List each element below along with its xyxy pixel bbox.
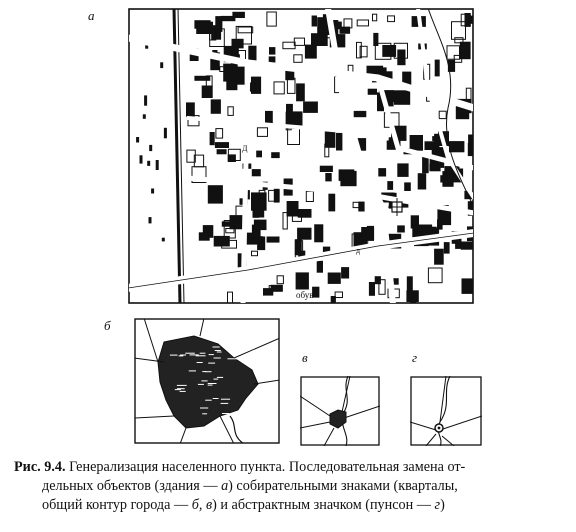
building bbox=[296, 273, 308, 289]
building bbox=[368, 89, 376, 94]
building bbox=[215, 143, 228, 148]
block-gap bbox=[208, 363, 215, 364]
block-gap bbox=[213, 398, 219, 399]
block-gap bbox=[209, 354, 214, 355]
block-gap bbox=[221, 399, 230, 400]
building bbox=[252, 170, 260, 176]
building bbox=[354, 111, 366, 116]
building bbox=[208, 186, 222, 203]
building bbox=[460, 42, 470, 59]
map-label-d1: Д bbox=[242, 144, 248, 153]
block-gap bbox=[175, 389, 181, 390]
building bbox=[149, 217, 152, 223]
building bbox=[274, 189, 279, 202]
building bbox=[195, 76, 210, 80]
building bbox=[272, 153, 280, 158]
panel-label-g: г bbox=[412, 350, 418, 365]
building bbox=[462, 279, 474, 294]
building bbox=[257, 151, 262, 157]
building bbox=[313, 287, 319, 297]
building bbox=[264, 289, 273, 296]
figure-number: Рис. 9.4. bbox=[14, 459, 66, 475]
building bbox=[410, 136, 422, 151]
panel-label-a: а bbox=[88, 8, 95, 23]
map-panel-a bbox=[128, 8, 474, 304]
block-gap bbox=[208, 383, 217, 384]
building bbox=[326, 174, 331, 181]
block-gap bbox=[201, 380, 207, 381]
building bbox=[227, 82, 237, 90]
building bbox=[312, 16, 316, 26]
block-gap bbox=[217, 352, 222, 353]
building bbox=[136, 137, 139, 143]
building bbox=[461, 242, 474, 249]
building bbox=[398, 50, 405, 65]
building bbox=[297, 84, 305, 101]
building bbox=[145, 45, 148, 49]
block-gap bbox=[217, 377, 223, 378]
building bbox=[444, 243, 449, 254]
building bbox=[317, 261, 322, 272]
building bbox=[393, 91, 409, 102]
building bbox=[398, 164, 408, 177]
building bbox=[340, 27, 350, 33]
building bbox=[418, 174, 426, 189]
block-gap bbox=[198, 384, 204, 385]
building bbox=[304, 102, 318, 112]
building bbox=[298, 210, 311, 218]
building bbox=[199, 233, 209, 240]
building bbox=[398, 226, 405, 232]
block-gap bbox=[222, 413, 229, 414]
block-gap bbox=[244, 346, 253, 347]
block-gap bbox=[185, 353, 195, 354]
block-gap bbox=[213, 347, 220, 348]
block-gap bbox=[197, 362, 203, 363]
building bbox=[160, 62, 163, 68]
block-gap bbox=[202, 413, 207, 414]
block-gap bbox=[200, 353, 206, 354]
building bbox=[362, 228, 374, 240]
building bbox=[237, 67, 244, 84]
building bbox=[164, 128, 167, 139]
building bbox=[140, 155, 143, 163]
building bbox=[359, 202, 364, 211]
map-panel-g bbox=[410, 376, 482, 446]
building bbox=[254, 220, 266, 230]
building bbox=[312, 34, 328, 46]
building bbox=[423, 156, 429, 173]
building bbox=[383, 46, 396, 57]
building bbox=[214, 236, 229, 246]
building bbox=[149, 145, 152, 151]
building bbox=[375, 277, 380, 284]
building bbox=[379, 169, 386, 176]
building bbox=[337, 133, 342, 150]
building bbox=[144, 95, 147, 105]
building bbox=[224, 64, 238, 81]
block-gap bbox=[177, 388, 185, 389]
building bbox=[162, 238, 165, 242]
block-gap bbox=[215, 350, 221, 351]
panel-label-v: в bbox=[302, 350, 308, 365]
block-gap bbox=[230, 413, 239, 414]
building bbox=[257, 199, 264, 217]
figure-caption bbox=[14, 458, 566, 515]
building bbox=[267, 237, 279, 242]
building bbox=[425, 142, 434, 150]
building bbox=[430, 164, 440, 171]
block-gap bbox=[170, 355, 178, 356]
block-gap bbox=[202, 371, 206, 372]
building bbox=[305, 45, 316, 58]
block-gap bbox=[214, 358, 221, 359]
building bbox=[221, 16, 235, 20]
block-gap bbox=[177, 385, 187, 386]
map-label-t: т bbox=[356, 232, 360, 242]
building bbox=[435, 60, 439, 76]
building bbox=[228, 155, 235, 162]
building bbox=[407, 277, 412, 292]
block-gap bbox=[200, 408, 208, 409]
block-gap bbox=[214, 379, 219, 380]
building bbox=[413, 224, 417, 237]
block-gap bbox=[228, 358, 238, 359]
caption-line-1: Рис. 9.4. Генерализация населенного пункта. Последовательная замена от- bbox=[14, 459, 466, 475]
building bbox=[315, 225, 323, 242]
building bbox=[450, 142, 464, 152]
block-gap bbox=[208, 385, 213, 386]
building bbox=[320, 166, 332, 171]
building bbox=[270, 48, 275, 55]
block-gap bbox=[190, 354, 199, 355]
building bbox=[329, 194, 335, 211]
panel-label-b: б bbox=[104, 318, 111, 333]
block-gap bbox=[221, 403, 229, 404]
building bbox=[342, 268, 349, 278]
building bbox=[328, 273, 340, 283]
caption-line-3: общий контур города — б, в) и абстрактным значком (пунсон — г) bbox=[42, 497, 445, 513]
block-gap bbox=[196, 355, 206, 356]
building bbox=[298, 228, 311, 239]
building bbox=[156, 160, 159, 170]
building bbox=[369, 283, 374, 296]
block-gap bbox=[243, 410, 250, 411]
map-panel-v bbox=[300, 376, 380, 446]
building bbox=[405, 183, 411, 191]
block-gap bbox=[189, 370, 196, 371]
building bbox=[210, 133, 214, 145]
building bbox=[435, 249, 444, 264]
building bbox=[325, 130, 335, 147]
map-label-d2: д bbox=[356, 246, 361, 255]
block-gap bbox=[238, 356, 246, 357]
block-gap bbox=[180, 355, 186, 356]
caption-line-2: дельных объектов (здания — а) собирательными знаками (кварталы, bbox=[42, 478, 458, 494]
building bbox=[217, 150, 226, 154]
building bbox=[147, 161, 150, 166]
map-label-shoes: обув bbox=[296, 290, 314, 300]
block-gap bbox=[205, 400, 212, 401]
building bbox=[151, 189, 154, 194]
building bbox=[143, 114, 146, 119]
building bbox=[202, 86, 212, 98]
building bbox=[295, 240, 301, 255]
block-gap bbox=[230, 348, 238, 349]
block-gap bbox=[179, 355, 184, 356]
block-gap bbox=[180, 391, 186, 392]
map-panel-b bbox=[134, 318, 280, 444]
building bbox=[388, 182, 393, 190]
building bbox=[341, 171, 356, 185]
building bbox=[211, 100, 220, 113]
